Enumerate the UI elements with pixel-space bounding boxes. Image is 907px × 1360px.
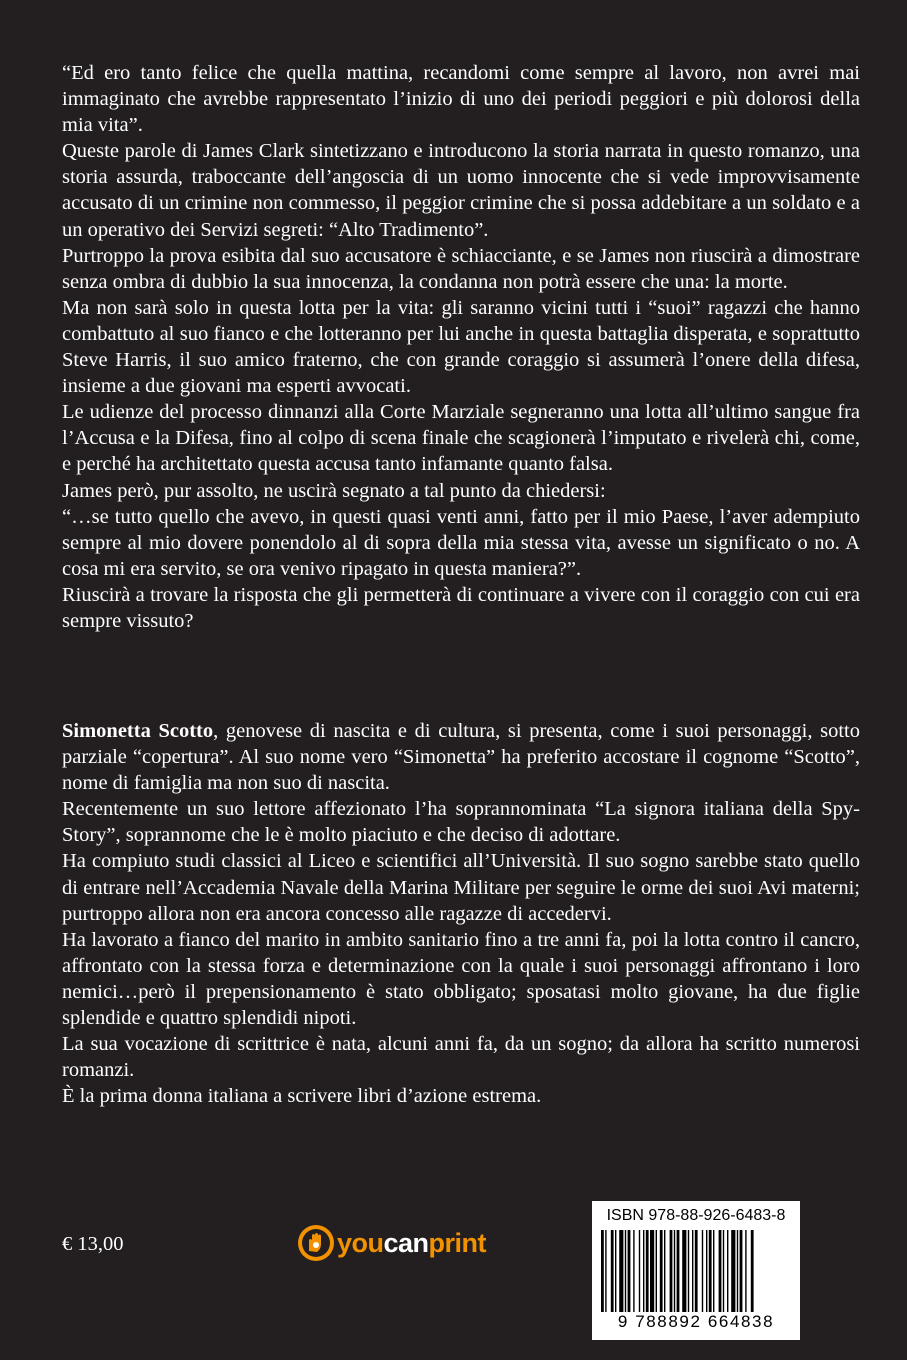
bio-intro-text: , genovese di nascita e di cultura, si presenta, come i suoi personaggi, sotto parziale “copertura”. Al suo nome vero “Simonetta” ha preferito accostare il cognome “Scotto”, nome di famiglia ma non suo di nascita. xyxy=(62,720,860,795)
barcode-bars xyxy=(601,1230,791,1312)
barcode-bar xyxy=(706,1230,707,1312)
bio-paragraph: È la prima donna italiana a scrivere libri d’azione estrema. xyxy=(62,1085,542,1108)
bio-paragraph: Ha lavorato a fianco del marito in ambito sanitario fino a tre anni fa, poi la lotta contro il cancro, affrontato con la stessa forza e determinazione con la quale i suoi personaggi affrontano i loro nemici…però il prepensionamento è stato obbligato; sposatasi molto giovane, ha due figlie splendide e quattro splendidi nipoti. xyxy=(62,928,860,1030)
synopsis-paragraph: “Ed ero tanto felice che quella mattina, recandomi come sempre al lavoro, non avrei mai immaginato che avrebbe rappresentato l’inizio di uno dei periodi peggiori e più dolorosi della mia vita”. xyxy=(62,62,860,137)
publisher-wordmark xyxy=(337,1228,486,1259)
barcode-bar xyxy=(682,1230,686,1312)
bio-paragraph: Recentemente un suo lettore affezionato l’ha soprannominata “La signora italiana della Spy-Story”, soprannome che le è molto piaciuto e che deciso di adottare. xyxy=(62,798,860,847)
synopsis-text xyxy=(62,60,860,634)
logo-can: can xyxy=(383,1227,429,1258)
barcode-bar xyxy=(737,1230,738,1312)
barcode-bar xyxy=(660,1230,663,1312)
barcode-bar xyxy=(601,1230,604,1312)
barcode-bar xyxy=(674,1230,675,1312)
hand-circle-icon xyxy=(297,1224,335,1262)
barcode-bar xyxy=(719,1230,722,1312)
barcode-bar xyxy=(731,1230,735,1312)
synopsis-paragraph: “…se tutto quello che avevo, in questi quasi venti anni, fatto per il mio Paese, l’aver adempiuto sempre al mio dovere ponendolo al di sopra della mia stessa vita, avesse un significato o no. A cosa mi era servito, se ora venivo ripagato in questa maniera?”. xyxy=(62,505,860,580)
isbn-barcode xyxy=(592,1201,800,1340)
bio-intro xyxy=(62,718,860,796)
barcode-bar xyxy=(740,1230,743,1312)
barcode-bar xyxy=(664,1230,665,1312)
barcode-bar xyxy=(751,1230,754,1312)
synopsis-paragraph: Purtroppo la prova esibita dal suo accusatore è schiacciante, e se James non riuscirà a dimostrare senza ombra di dubbio la sua innocenza, la condanna non potrà essere che una: la morte. xyxy=(62,244,860,293)
logo-print: print xyxy=(428,1227,487,1258)
barcode-bar xyxy=(688,1230,689,1312)
barcode-bar xyxy=(709,1230,712,1312)
synopsis-paragraph: Riuscirà a trovare la risposta che gli permetterà di continuare a vivere con il coraggio con cui era sempre vissuto? xyxy=(62,583,860,632)
barcode-bar xyxy=(650,1230,654,1312)
publisher-logo xyxy=(297,1224,486,1262)
barcode-bar xyxy=(677,1230,680,1312)
barcode-bar xyxy=(727,1230,728,1312)
logo-you: you xyxy=(337,1227,384,1258)
barcode-bar xyxy=(605,1230,606,1312)
barcode-bar xyxy=(625,1230,626,1312)
barcode-bar xyxy=(723,1230,724,1312)
synopsis-paragraph: Queste parole di James Clark sintetizzano e introducono la storia narrata in questo romanzo, una storia assurda, traboccante dell’angoscia di un uomo innocente che si vede improvvisamente accusato di un crimine non commesso, il peggior crimine che si possa addebitare a un soldato e a un operativo dei Servizi segreti: “Alto Tradimento”. xyxy=(62,140,860,241)
barcode-bar xyxy=(639,1230,640,1312)
barcode-bar xyxy=(713,1230,714,1312)
barcode-bar xyxy=(692,1230,693,1312)
isbn-label: ISBN 978-88-926-6483-8 xyxy=(606,1207,786,1224)
barcode-bar xyxy=(615,1230,616,1312)
barcode-bar xyxy=(619,1230,623,1312)
barcode-bar xyxy=(646,1230,649,1312)
barcode-bar xyxy=(670,1230,673,1312)
barcode-bar xyxy=(702,1230,703,1312)
price-label: € 13,00 xyxy=(62,1233,124,1255)
synopsis-paragraph: James però, pur assolto, ne uscirà segnato a tal punto da chiedersi: xyxy=(62,479,606,502)
barcode-bar xyxy=(628,1230,631,1312)
bio-paragraph: La sua vocazione di scrittrice è nata, alcuni anni fa, da un sogno; da allora ha scritto numerosi romanzi. xyxy=(62,1033,860,1082)
barcode-bar xyxy=(695,1230,698,1312)
barcode-bar xyxy=(656,1230,657,1312)
barcode-bar xyxy=(633,1230,634,1312)
synopsis-paragraph: Le udienze del processo dinnanzi alla Corte Marziale segneranno una lotta all’ultimo sangue fra l’Accusa e la Difesa, fino al colpo di scena finale che scagionerà l’imputato e rivelerà chi, come, e perché ha architettato questa accusa tanto infamante quanto falsa. xyxy=(62,401,860,476)
ean-digits: 9 788892 664838 xyxy=(617,1312,775,1331)
bio-paragraph: Ha compiuto studi classici al Liceo e scientifici all’Università. Il suo sogno sarebbe stato quello di entrare nell’Accademia Navale della Marina Militare per seguire le orme dei suoi Avi materni; purtroppo allora non era ancora concesso alle ragazze di accedervi. xyxy=(62,850,860,925)
barcode-bar xyxy=(643,1230,644,1312)
author-bio xyxy=(62,718,860,1109)
barcode-bar xyxy=(611,1230,614,1312)
synopsis-paragraph: Ma non sarà solo in questa lotta per la vita: gli saranno vicini tutti i “suoi” ragazzi che hanno combattuto al suo fianco e che lotteranno per lui anche in questa battaglia disperata, e soprattutto Steve Harris, il suo amico fraterno, che con grande coraggio si assumerà l’onere della difesa, insieme a due giovani ma esperti avvocati. xyxy=(62,296,860,398)
barcode-bar xyxy=(745,1230,746,1312)
author-name: Simonetta Scotto xyxy=(62,720,214,742)
